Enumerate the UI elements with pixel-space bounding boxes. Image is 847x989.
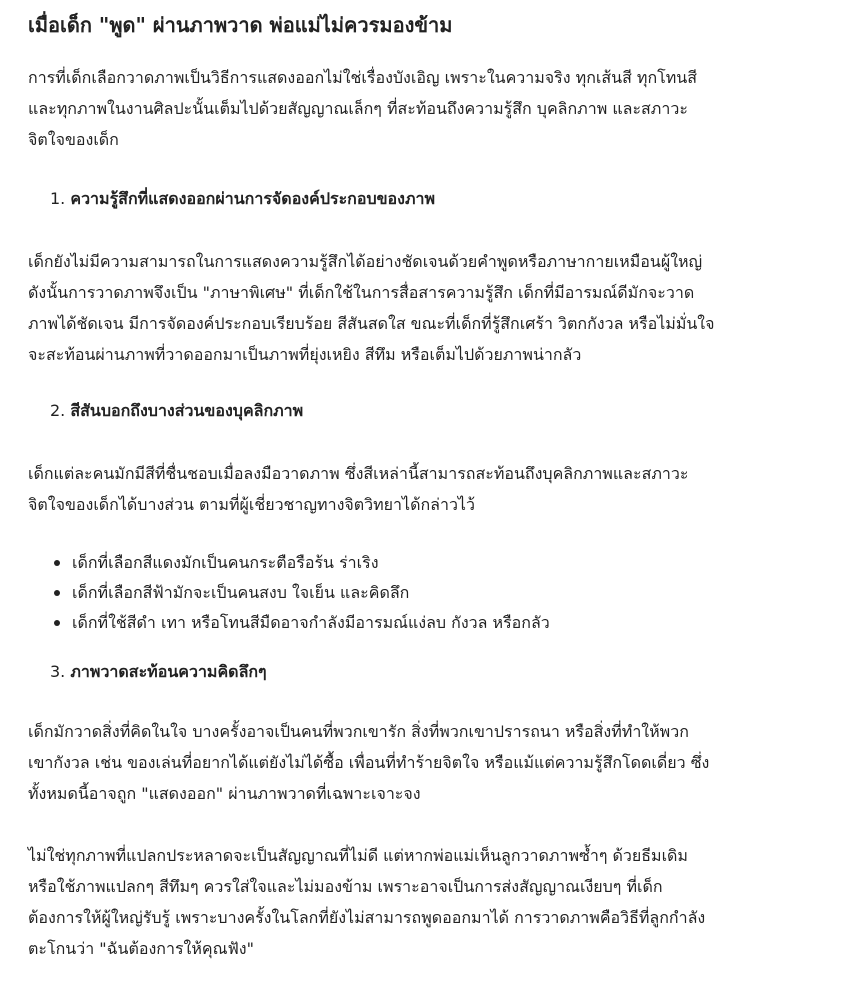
closing-line: ไม่ใช่ทุกภาพที่แปลกประหลาดจะเป็นสัญญาณที่ไม่ดี แต่หากพ่อแม่เห็นลูกวาดภาพซ้ำๆ ด้วยธีมเดิม bbox=[28, 846, 688, 865]
article-title: เมื่อเด็ก "พูด" ผ่านภาพวาด พ่อแม่ไม่ควรมองข้าม bbox=[28, 13, 453, 37]
section-heading-text: ภาพวาดสะท้อนความคิดลึกๆ bbox=[70, 662, 267, 681]
list-item bbox=[52, 608, 550, 638]
body-line: จะสะท้อนผ่านภาพที่วาดออกมาเป็นภาพที่ยุ่งเหยิง สีทึม หรือเต็มไปด้วยภาพน่ากลัว bbox=[28, 345, 582, 364]
intro-paragraph bbox=[28, 62, 828, 155]
body-line: ดังนั้นการวาดภาพจึงเป็น "ภาษาพิเศษ" ที่เด็กใช้ในการสื่อสารความรู้สึก เด็กที่มีอารมณ์ดีมักจะวาด bbox=[28, 283, 695, 302]
section-heading-text: สีสันบอกถึงบางส่วนของบุคลิกภาพ bbox=[70, 401, 304, 420]
body-line: เด็กแต่ละคนมักมีสีที่ชื่นชอบเมื่อลงมือวาดภาพ ซึ่งสีเหล่านี้สามารถสะท้อนถึงบุคลิกภาพและสภาวะ bbox=[28, 464, 689, 483]
body-line: เด็กมักวาดสิ่งที่คิดในใจ บางครั้งอาจเป็นคนที่พวกเขารัก สิ่งที่พวกเขาปรารถนา หรือสิ่งที่ทำให้พวก bbox=[28, 722, 689, 741]
body-line: ภาพได้ชัดเจน มีการจัดองค์ประกอบเรียบร้อย สีสันสดใส ขณะที่เด็กที่รู้สึกเศร้า วิตกกังวล หรือไม่มั่นใจ bbox=[28, 314, 715, 333]
intro-line: การที่เด็กเลือกวาดภาพเป็นวิธีการแสดงออกไม่ใช่เรื่องบังเอิญ เพราะในความจริง ทุกเส้นสี ทุกโทนสี bbox=[28, 68, 698, 87]
section-number: 3. bbox=[50, 662, 66, 681]
closing-line: ต้องการให้ผู้ใหญ่รับรู้ เพราะบางครั้งในโลกที่ยังไม่สามารถพูดออกมาได้ การวาดภาพคือวิธีที่ลูกกำลัง bbox=[28, 908, 706, 927]
list-item bbox=[52, 548, 550, 578]
closing-line: ตะโกนว่า "ฉันต้องการให้คุณฟัง" bbox=[28, 939, 254, 958]
section-heading-1 bbox=[50, 184, 435, 214]
intro-line: จิตใจของเด็ก bbox=[28, 130, 119, 149]
body-line: ทั้งหมดนี้อาจถูก "แสดงออก" ผ่านภาพวาดที่เฉพาะเจาะจง bbox=[28, 784, 421, 803]
section-heading-text: ความรู้สึกที่แสดงออกผ่านการจัดองค์ประกอบของภาพ bbox=[70, 189, 436, 208]
section-heading-3 bbox=[50, 657, 267, 687]
list-item-text: เด็กที่เลือกสีฟ้ามักจะเป็นคนสงบ ใจเย็น และคิดลึก bbox=[72, 583, 410, 602]
closing-paragraph bbox=[28, 840, 828, 964]
list-item-text: เด็กที่เลือกสีแดงมักเป็นคนกระตือรือร้น ร่าเริง bbox=[72, 553, 379, 572]
section-heading-2 bbox=[50, 396, 303, 426]
color-personality-list bbox=[52, 548, 550, 638]
list-item bbox=[52, 578, 550, 608]
bullet-icon bbox=[54, 590, 60, 596]
body-line: เขากังวล เช่น ของเล่นที่อยากได้แต่ยังไม่ได้ซื้อ เพื่อนที่ทำร้ายจิตใจ หรือแม้แต่ความรู้สึกโดดเดี่ยว ซึ่ง bbox=[28, 753, 710, 772]
section-1-body bbox=[28, 246, 828, 370]
bullet-icon bbox=[54, 620, 60, 626]
intro-line: และทุกภาพในงานศิลปะนั้นเต็มไปด้วยสัญญาณเล็กๆ ที่สะท้อนถึงความรู้สึก บุคลิกภาพ และสภาวะ bbox=[28, 99, 688, 118]
body-line: จิตใจของเด็กได้บางส่วน ตามที่ผู้เชี่ยวชาญทางจิตวิทยาได้กล่าวไว้ bbox=[28, 495, 475, 514]
section-number: 2. bbox=[50, 401, 66, 420]
closing-line: หรือใช้ภาพแปลกๆ สีทึมๆ ควรใส่ใจและไม่มองข้าม เพราะอาจเป็นการส่งสัญญาณเงียบๆ ที่เด็ก bbox=[28, 877, 663, 896]
list-item-text: เด็กที่ใช้สีดำ เทา หรือโทนสีมืดอาจกำลังมีอารมณ์แง่ลบ กังวล หรือกลัว bbox=[72, 613, 550, 632]
section-2-body bbox=[28, 458, 828, 520]
section-3-body bbox=[28, 716, 828, 809]
section-number: 1. bbox=[50, 189, 66, 208]
bullet-icon bbox=[54, 560, 60, 566]
body-line: เด็กยังไม่มีความสามารถในการแสดงความรู้สึกได้อย่างชัดเจนด้วยคำพูดหรือภาษากายเหมือนผู้ใหญ่ bbox=[28, 252, 703, 271]
